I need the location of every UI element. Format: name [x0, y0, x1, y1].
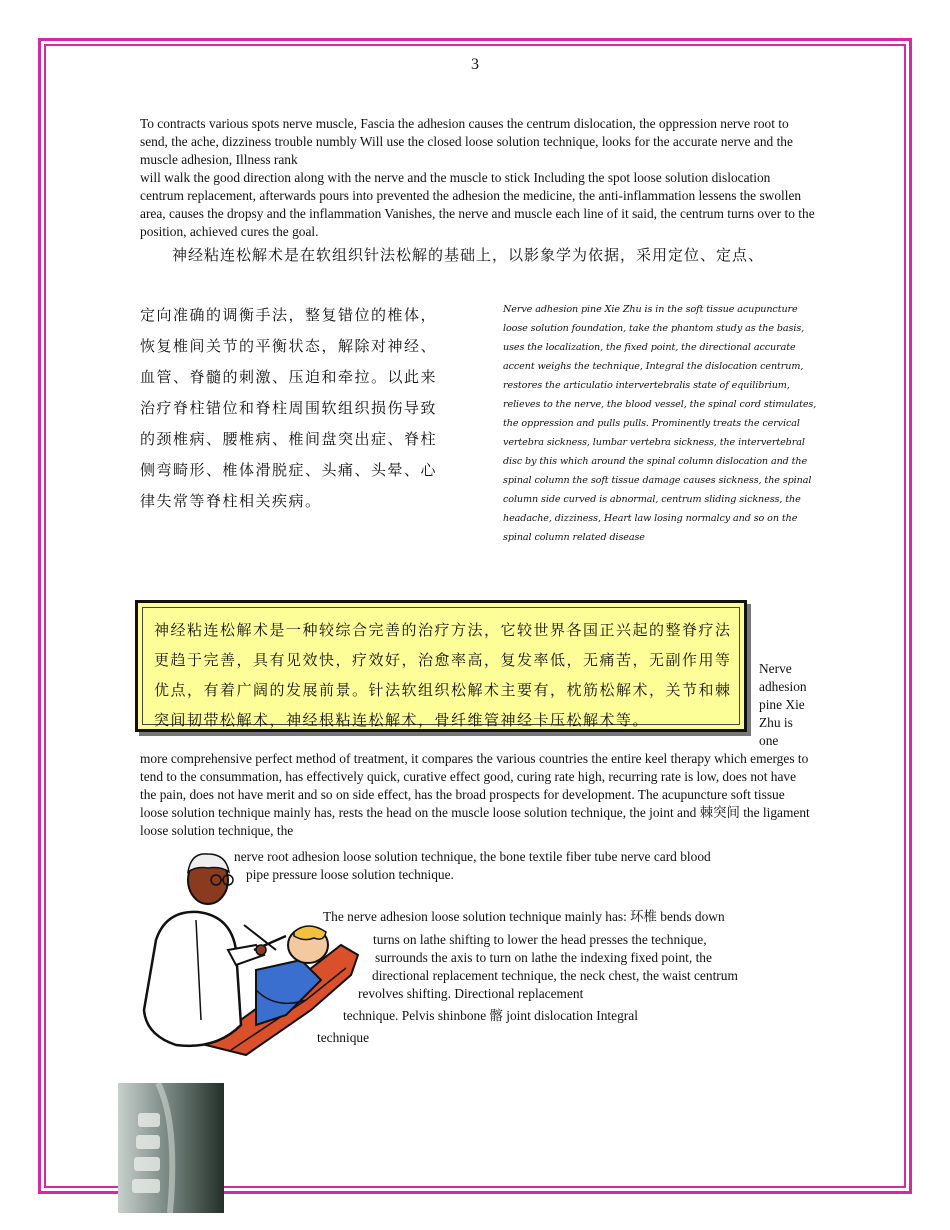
wrap-line: turns on lathe shifting to lower the head presses the technique,: [373, 932, 707, 947]
intro-chinese-paragraph: 神经粘连松解术是在软组织针法松解的基础上，以影象学为依据，采用定位、定点、: [140, 246, 765, 264]
english-italic-column-paragraph: Nerve adhesion pine Xie Zhu is in the soft tissue acupuncture loose solution foundation, take the phantom study as the basis, uses the localization, the fixed point, the directional accurate accent weighs the technique, Integral the dislocation centrum, restores the articulatio intervertebralis state of equilibrium, relieves to the nerve, the blood vessel, the spinal cord stimulates, the oppression and pulls pulls. Prominently treats the cervical vertebra sickness, lumbar vertebra sickness, the intervertebral disc by this which around the spinal column dislocation and the spinal column the soft tissue damage causes sickness, the spinal column side curved is abnormal, centrum sliding sickness, the headache, dizziness, Heart law losing normalcy and so on the spinal column related disease: [503, 304, 817, 543]
wrap-line: technique. Pelvis shinbone 髂 joint dislocation Integral: [343, 1008, 638, 1023]
wrap-line: directional replacement technique, the neck chest, the waist centrum: [372, 968, 738, 983]
wrap-line: technique: [317, 1030, 370, 1045]
chinese-column-paragraph: 定向准确的调衡手法，整复错位的椎体，恢复椎间关节的平衡状态，解除对神经、血管、脊髓的刺激、压迫和牵拉。以此来治疗脊柱错位和脊柱周围软组织损伤导致的颈椎病、腰椎病、椎间盘突出症、脊柱侧弯畸形、椎体滑脱症、头痛、头晕、心律失常等脊柱相关疾病。: [140, 306, 438, 510]
side-note-text: Nerve adhesion pine Xie Zhu is one: [759, 661, 807, 748]
xray-image: [118, 1083, 224, 1213]
doctor-patient-illustration: [136, 850, 366, 1065]
wrap-line: nerve root adhesion loose solution technique, the bone textile fiber tube nerve card blood: [234, 849, 711, 864]
wrap-line: The nerve adhesion loose solution technique mainly has: 环椎 bends down: [323, 909, 725, 924]
highlight-box: [135, 600, 747, 732]
page-number: 3: [471, 56, 479, 73]
highlight-box-text: 神经粘连松解术是一种较综合完善的治疗方法，它较世界各国正兴起的整脊疗法更趋于完善，具有见效快，疗效好，治愈率高，复发率低，无痛苦，无副作用等优点，有着广阔的发展前景。针法软组织松解术主要有，枕筋松解术，关节和棘突间韧带松解术，神经根粘连松解术，骨纤维管神经卡压松解术等。: [154, 621, 732, 729]
intro-english-paragraph: To contracts various spots nerve muscle, Fascia the adhesion causes the centrum dislocation, the oppression nerve root to send, the ache, dizziness trouble numbly Will use the closed loose solution technique, looks for the accurate nerve and the muscle adhesion, Illness rank will walk the good direction along with the nerve and the muscle to stick Including the spot loose solution dislocation centrum replacement, afterwards pours into prevented the adhesion the medicine, the anti-inflammation lessens the swollen area, causes the dropsy and the inflammation Vanishes, the nerve and muscle each line of it said, the centrum turns over to the position, achieved cures the goal.: [140, 116, 815, 239]
wrap-line: revolves shifting. Directional replacement: [358, 986, 584, 1001]
middle-english-paragraph: more comprehensive perfect method of treatment, it compares the various countries the entire keel therapy which emerges to tend to the consummation, has effectively quick, curative effect good, curing rate high, recurring rate is low, does not have the pain, does not have merit and so on side effect, has the broad prospects for development. The acupuncture soft tissue loose solution technique mainly has, rests the head on the muscle loose solution technique, the joint and 棘突间 the ligament loose solution technique, the: [140, 751, 810, 838]
wrap-line: surrounds the axis to turn on lathe the indexing fixed point, the: [375, 950, 712, 965]
wrap-line: pipe pressure loose solution technique.: [246, 867, 454, 882]
